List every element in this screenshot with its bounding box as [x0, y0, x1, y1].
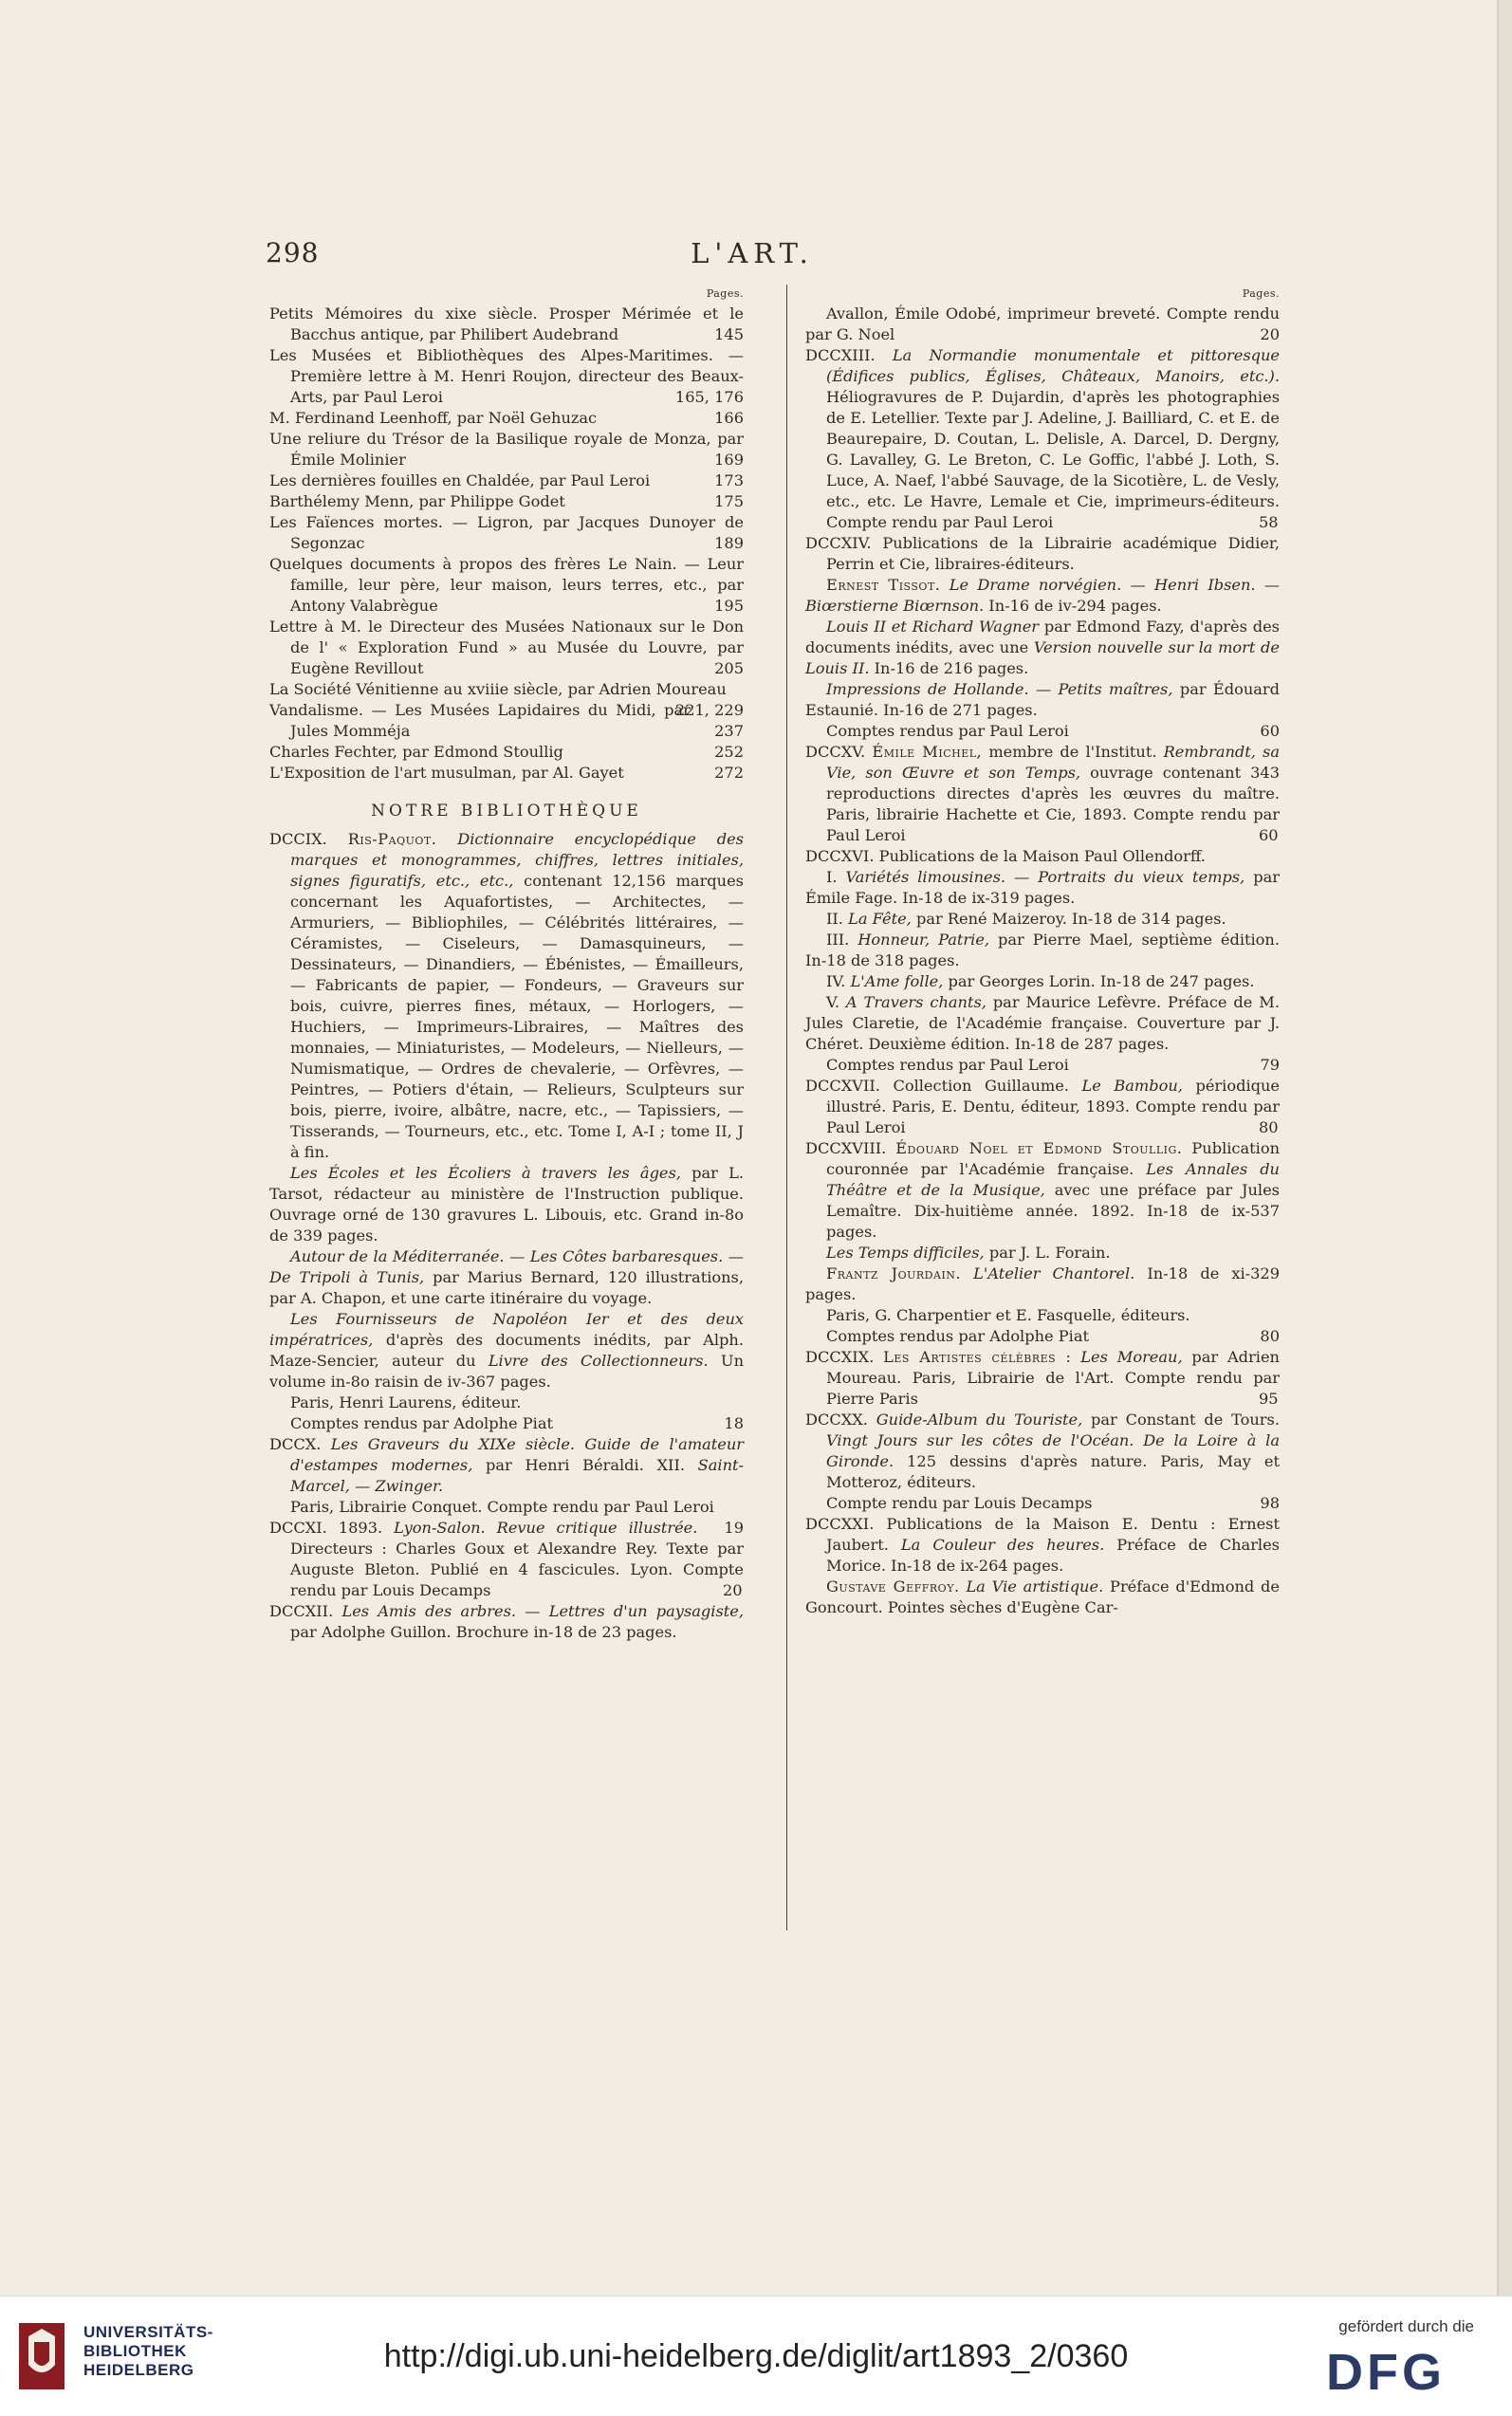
entry-dccxiii: DCCXIII. La Normandie monumentale et pittoresque (Édifices publics, Églises, Châteaux, Manoirs, etc.). Héliogravures de P. Dujardin, d'après les photographies de E. Letellier. Texte par J. Adeline, J. Bailliard, C. et E. de Beaurepaire, D. Coutan, L. Delisle, A. Darcel, D. Dergny, G. Lavalley, G. Le Breton, C. Le Goffic, l'abbé J. Loth, S. Luce, A. Naef, l'abbé Sauvage, de la Sicotière, L. de Vesly, etc., etc. Le Havre, Lemale et Cie, imprimeurs-éditeurs. Compte rendu par Paul Leroi 58: [805, 346, 1280, 531]
article-list: [269, 304, 744, 784]
entry-charpentier: Paris, G. Charpentier et E. Fasquelle, éditeurs.: [826, 1306, 1190, 1324]
toc-entry-title: La Société Vénitienne au xviiie siècle, par Adrien Moureau: [269, 680, 727, 698]
toc-entry-title: Lettre à M. le Directeur des Musées Nationaux sur le Don de l' « Exploration Fund » au Musée du Louvre, par Eugène Revillout: [269, 618, 744, 677]
toc-entry-page: 221, 229: [674, 701, 744, 719]
toc-entry-title: Charles Fechter, par Edmond Stoullig: [269, 743, 563, 761]
toc-entry: [269, 763, 744, 784]
entry-item-v: V. A Travers chants, par Maurice Lefèvre. Préface de M. Jules Claretie, de l'Académie française. Couverture par J. Chéret. Deuxième édition. In-18 de 287 pages.: [805, 993, 1280, 1053]
entry-item-ii: II. La Fête, par René Maizeroy. In-18 de 314 pages.: [826, 910, 1226, 928]
entry-dccx: DCCX. Les Graveurs du XIXe siècle. Guide de l'amateur d'estampes modernes, par Henri Béraldi. XII. Saint-Marcel, — Zwinger.: [269, 1435, 744, 1495]
toc-entry-page: 145: [714, 325, 744, 343]
funded-by-label: gefördert durch die: [1338, 2317, 1474, 2335]
toc-entry-page: 205: [714, 659, 744, 677]
page-edge: [1497, 0, 1512, 2296]
toc-entry: [269, 491, 744, 512]
entry-jourdain: Frantz Jourdain. L'Atelier Chantorel. In-18 de xi-329 pages.: [805, 1264, 1280, 1303]
entry-dccxii: DCCXII. Les Amis des arbres. — Lettres d'un paysagiste, par Adolphe Guillon. Brochure in-18 de 23 pages.: [269, 1602, 744, 1641]
toc-entry-page: 166: [714, 409, 744, 427]
entry-dccxvi: DCCXVI. Publications de la Maison Paul Ollendorff.: [805, 847, 1206, 865]
entry-dccxi: DCCXI. 1893. Lyon-Salon. Revue critique illustrée. Directeurs : Charles Goux et Alexandre Rey. Texte par Auguste Bleton. Publié en 4 fascicules. Lyon. Compte rendu par Louis Decamps 20: [269, 1519, 744, 1599]
toc-entry: [269, 470, 744, 491]
toc-entry: [269, 345, 744, 408]
entry-dccx-compte: Paris, Librairie Conquet. Compte rendu par Paul Leroi 19: [290, 1498, 744, 1537]
toc-entry-title: M. Ferdinand Leenhoff, par Noël Gehuzac: [269, 409, 598, 427]
entry-item-iv: IV. L'Ame folle, par Georges Lorin. In-18 de 247 pages.: [826, 972, 1255, 990]
toc-entry-page: 173: [714, 471, 744, 489]
toc-entry-title: Barthélemy Menn, par Philippe Godet: [269, 492, 565, 510]
entry-dccxx-compte: Compte rendu par Louis Decamps 98: [826, 1494, 1280, 1512]
entry-autour: Autour de la Méditerranée. — Les Côtes barbaresques. — De Tripoli à Tunis, par Marius Bernard, 120 illustrations, par A. Chapon, et une carte itinéraire du voyage.: [269, 1247, 744, 1307]
entry-item-iii: III. Honneur, Patrie, par Pierre Mael, septième édition. In-18 de 318 pages.: [805, 931, 1280, 969]
entry-temps: Les Temps difficiles, par J. L. Forain.: [826, 1244, 1111, 1262]
entry-impressions: Impressions de Hollande. — Petits maîtres, par Édouard Estaunié. In-16 de 271 pages.: [805, 680, 1280, 719]
entry-avallon: Avallon, Émile Odobé, imprimeur breveté. Compte rendu par G. Noel 20: [805, 304, 1280, 343]
dfg-logo-text: DFG: [1326, 2344, 1446, 2397]
entry-geffroy: Gustave Geffroy. La Vie artistique. Préface d'Edmond de Goncourt. Pointes sèches d'Eugène Car-: [805, 1577, 1280, 1616]
entry-dccxiv: DCCXIV. Publications de la Librairie académique Didier, Perrin et Cie, libraires-éditeurs.: [805, 534, 1280, 573]
journal-title: L'ART.: [691, 237, 814, 269]
entry-dccxxi: DCCXXI. Publications de la Maison E. Dentu : Ernest Jaubert. La Couleur des heures. Préface de Charles Morice. In-18 de ix-264 pages.: [805, 1515, 1280, 1575]
toc-entry-page: 272: [714, 764, 744, 782]
toc-entry: [269, 742, 744, 763]
toc-entry-page: 195: [714, 597, 744, 615]
entry-dccxx: DCCXX. Guide-Album du Touriste, par Constant de Tours. Vingt Jours sur les côtes de l'Océan. De la Loire à la Gironde. 125 dessins d'après nature. Paris, May et Motteroz, éditeurs.: [805, 1411, 1280, 1491]
section-title: NOTRE BIBLIOTHÈQUE: [371, 802, 642, 821]
toc-entry: [269, 554, 744, 617]
toc-entry: [269, 304, 744, 345]
column-divider: [786, 285, 787, 1930]
toc-entry: [269, 617, 744, 679]
toc-entry-title: Une reliure du Trésor de la Basilique royale de Monza, par Émile Molinier: [269, 430, 744, 469]
pages-label: Pages.: [706, 287, 744, 300]
pages-label: Pages.: [1242, 287, 1280, 300]
entry-compte-piat: Comptes rendus par Adolphe Piat 18: [290, 1414, 744, 1432]
toc-entry-title: Quelques documents à propos des frères Le Nain. — Leur famille, leur père, leur maison, leurs terres, etc., par Antony Valabrègue: [269, 555, 744, 615]
toc-entry: [269, 679, 744, 719]
entry-item-i: I. Variétés limousines. — Portraits du vieux temps, par Émile Fage. In-18 de ix-319 pages.: [805, 868, 1280, 907]
toc-entry-page: 169: [714, 451, 744, 469]
entry-publisher: Paris, Henri Laurens, éditeur.: [290, 1393, 522, 1411]
entry-dccxviii: DCCXVIII. Édouard Noel et Edmond Stoullig. Publication couronnée par l'Académie française. Les Annales du Théâtre et de la Musique, avec une préface par Jules Lemaître. Dix-huitième année. 1892. In-18 de ix-537 pages.: [805, 1139, 1280, 1241]
running-head: [0, 237, 1504, 275]
toc-entry-title: Les Faïences mortes. — Ligron, par Jacques Dunoyer de Segonzac: [269, 513, 744, 552]
dfg-logo-icon[interactable]: [1322, 2344, 1484, 2397]
entry-dccxix: DCCXIX. Les Artistes célèbres : Les Moreau, par Adrien Moureau. Paris, Librairie de l'Art. Compte rendu par Pierre Paris 95: [805, 1348, 1280, 1408]
university-library-name[interactable]: UNIVERSITÄTS- BIBLIOTHEK HEIDELBERG: [83, 2323, 213, 2379]
entry-fournisseurs: Les Fournisseurs de Napoléon Ier et des deux impératrices, d'après des documents inédits, par Alph. Maze-Sencier, auteur du Livre des Collectionneurs. Un volume in-8o raisin de iv-367 pages.: [269, 1310, 744, 1391]
toc-entry-title: Les Musées et Bibliothèques des Alpes-Maritimes. — Première lettre à M. Henri Roujon, directeur des Beaux-Arts, par Paul Leroi: [269, 346, 744, 406]
toc-entry-title: Les dernières fouilles en Chaldée, par Paul Leroi: [269, 471, 651, 489]
entry-charpentier-compte: Comptes rendus par Adolphe Piat 80: [826, 1327, 1280, 1345]
right-column: [805, 285, 1280, 1618]
toc-entry-page: 237: [714, 722, 744, 740]
toc-entry: [269, 408, 744, 429]
entry-louis: Louis II et Richard Wagner par Edmond Fazy, d'après des documents inédits, avec une Version nouvelle sur la mort de Louis II. In-16 de 216 pages.: [805, 618, 1280, 677]
entry-impressions-compte: Comptes rendus par Paul Leroi 60: [826, 722, 1280, 740]
left-column: [269, 285, 744, 1643]
toc-entry-title: Petits Mémoires du xixe siècle. Prosper Mérimée et le Bacchus antique, par Philibert Audebrand: [269, 304, 744, 343]
toc-entry-title: L'Exposition de l'art musulman, par Al. Gayet: [269, 764, 624, 782]
toc-entry-page: 165, 176: [674, 388, 744, 406]
toc-entry-page: 175: [714, 492, 744, 510]
entry-ecoles: Les Écoles et les Écoliers à travers les âges, par L. Tarsot, rédacteur au ministère de l'Instruction publique. Ouvrage orné de 130 gravures L. Libouis, etc. Grand in-8o de 339 pages.: [269, 1164, 744, 1245]
entry-item-v-compte: Comptes rendus par Paul Leroi 79: [826, 1056, 1280, 1074]
toc-entry-page: 189: [714, 534, 744, 552]
toc-entry: [269, 429, 744, 470]
toc-entry-page: 252: [714, 743, 744, 761]
entry-dccxv: DCCXV. Émile Michel, membre de l'Institut. Rembrandt, sa Vie, son Œuvre et son Temps, ouvrage contenant 343 reproductions directes d'après les œuvres du maître. Paris, librairie Hachette et Cie, 1893. Compte rendu par Paul Leroi 60: [805, 743, 1280, 844]
toc-entry-title: Vandalisme. — Les Musées Lapidaires du Midi, par Jules Momméja: [269, 701, 691, 740]
toc-entry: [269, 512, 744, 554]
permalink-url[interactable]: http://digi.ub.uni-heidelberg.de/diglit/art1893_2/0360: [383, 2338, 1129, 2374]
viewer-footer: [0, 2296, 1512, 2416]
page-number: 298: [266, 237, 320, 268]
entry-dccxvii: DCCXVII. Collection Guillaume. Le Bambou, périodique illustré. Paris, E. Dentu, éditeur, 1893. Compte rendu par Paul Leroi 80: [805, 1077, 1280, 1136]
toc-entry: [269, 700, 744, 742]
entry-dccix: DCCIX. Ris-Paquot. Dictionnaire encyclopédique des marques et monogrammes, chiffres, lettres initiales, signes figuratifs, etc., etc., contenant 12,156 marques concernant les Aquafortistes, — Architectes, — Armuriers, — Bibliophiles, — Célébrités littéraires, — Céramistes, — Ciseleurs, — Damasquineurs, — Dessinateurs, — Dinandiers, — Ébénistes, — Émailleurs, — Fabricants de papier, — Fondeurs, — Graveurs sur bois, cuivre, pierres fines, métaux, — Horlogers, — Huchiers, — Imprimeurs-Libraires, — Maîtres des monnaies, — Miniaturistes, — Modeleurs, — Nielleurs, — Numismatique, — Ordres de chevalerie, — Orfèvres, — Peintres, — Potiers d'étain, — Relieurs, Sculpteurs sur bois, pierre, ivoire, albâtre, nacre, etc., — Tapissiers, — Tisserands, — Tourneurs, etc., etc. Tome I, A-I ; tome II, J à fin.: [269, 830, 744, 1161]
entry-tissot: Ernest Tissot. Le Drame norvégien. — Henri Ibsen. — Biœrstierne Biœrnson. In-16 de iv-294 pages.: [805, 576, 1281, 615]
